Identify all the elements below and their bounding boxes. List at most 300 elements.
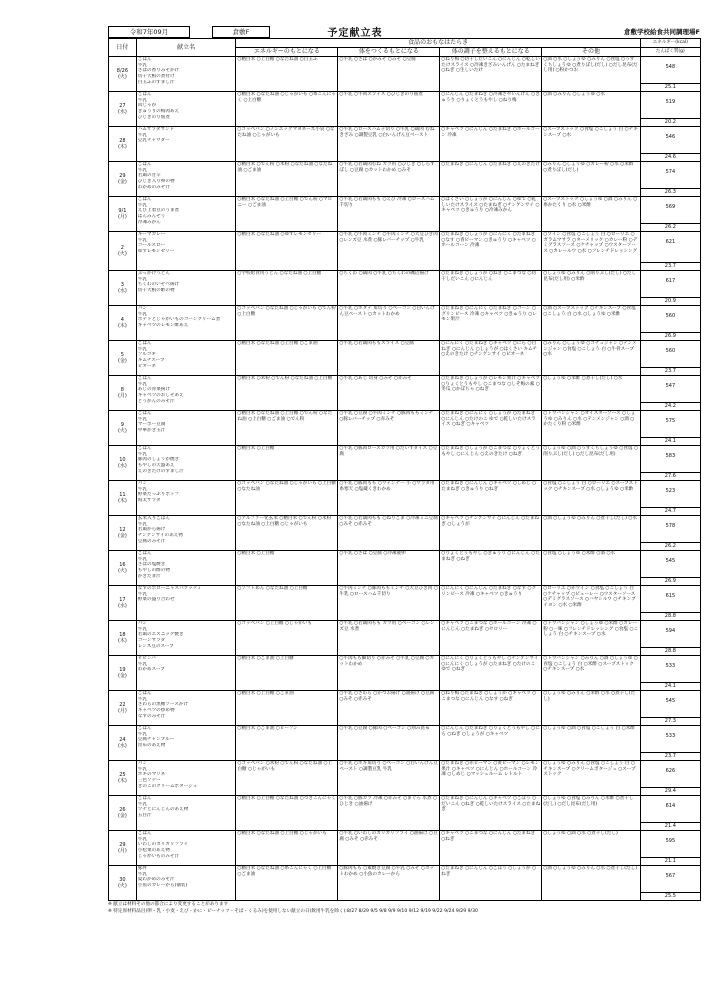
day-date: 26 bbox=[119, 806, 126, 813]
menu-row bbox=[109, 586, 701, 621]
energy-kcal: 569 bbox=[665, 204, 676, 210]
dish-name: 豚肉のしょうが焼き bbox=[137, 457, 180, 463]
day-weekday: (水) bbox=[117, 288, 127, 294]
protein-grams: 24.2 bbox=[641, 402, 700, 410]
energy-foods-cell: ○コッペパン ○上白糖 ○じゃがいも bbox=[236, 621, 338, 656]
protein-grams: 24.7 bbox=[641, 507, 700, 515]
day-date: 22 bbox=[119, 701, 126, 708]
dish-name: マーボー豆腐 bbox=[137, 422, 166, 428]
dish-name: 野菜たっぷりポトフ bbox=[137, 492, 180, 498]
dish-name: とうがんのみそ汁 bbox=[137, 398, 175, 404]
dish-name: あじの青菜揚げ bbox=[137, 387, 170, 393]
dish-name: ごはん bbox=[137, 197, 152, 202]
nutrition-cell bbox=[640, 796, 700, 831]
day-cell bbox=[109, 92, 137, 127]
day-weekday: (月) bbox=[117, 214, 127, 220]
dish-name: キャベツの炒め物 bbox=[137, 708, 175, 714]
nutrition-cell bbox=[640, 376, 700, 411]
dish-name: 野菜の盛り合わせ bbox=[137, 597, 175, 603]
dish-name: キムチスープ bbox=[137, 358, 165, 364]
dish-name: なすのみそ汁 bbox=[137, 713, 166, 719]
day-cell bbox=[109, 796, 137, 831]
menu-row bbox=[109, 57, 701, 92]
other-foods-cell: ○食塩 ○しょうゆ ○米酢 ○酒 ○水 bbox=[542, 551, 640, 586]
energy-foods-cell: ○精白米 ○ごま油 ○上白糖 bbox=[236, 656, 338, 691]
nutrition-box bbox=[641, 446, 700, 480]
protein-grams: 28.8 bbox=[641, 647, 700, 655]
day-weekday: (水) bbox=[117, 743, 127, 749]
day-weekday: (火) bbox=[117, 251, 127, 257]
menu-body bbox=[109, 57, 701, 901]
protein-grams: 27.6 bbox=[641, 472, 700, 480]
nutrition-cell bbox=[640, 481, 700, 516]
nutrition-box bbox=[641, 57, 700, 91]
nutrition-box bbox=[641, 586, 700, 620]
menu-cell bbox=[136, 481, 236, 516]
day-cell bbox=[109, 341, 137, 376]
dish-name: じゃがいものみそ汁 bbox=[137, 853, 180, 859]
condition-foods-cell: ○にんにく ○たまねぎ ○キャベツ ○にら ○白ねぎ ○にんじん ○しょうが ○はくさい キムチ ○えのきたけ ○チンゲンサイ ○ピオーネ bbox=[440, 341, 542, 376]
other-foods-cell: ○みりん ○しょうゆ ○カレー粉 ○水 ○米酢 ○煮りぼし(だし) bbox=[542, 162, 640, 197]
day-weekday: (月) bbox=[117, 393, 127, 399]
body-foods-cell: ○ちくわ ○鶏肉 ○牛乳 ○ちくわの磯辺揚げ bbox=[338, 271, 440, 306]
day-date: 27 bbox=[119, 102, 126, 109]
menu-cell bbox=[136, 271, 236, 306]
dish-name: 牛乳 bbox=[137, 661, 147, 667]
col-group: 食品のおもなはたらき bbox=[236, 39, 640, 48]
body-foods-cell: ○豚肉もも ○素焼き豆腐 ○牛乳 ○みそ ○カットわかめ ○小魚のカレーから bbox=[338, 866, 440, 901]
protein-grams: 26.9 bbox=[641, 577, 700, 585]
day-weekday: (火) bbox=[117, 74, 127, 80]
other-foods-cell: ○しょうゆ ○酒 ○水 ○煮干し(だし) bbox=[542, 831, 640, 866]
dish-name: 牛乳 bbox=[137, 521, 147, 527]
condition-foods-cell: ○ねり梅 ○たまねぎ ○しょうが ○キャベツ ○こまつな ○にんじん ○なす ○ねぎ bbox=[440, 691, 542, 726]
day-weekday: (火) bbox=[117, 428, 127, 434]
dish-name: ホキのマリネ bbox=[137, 772, 166, 778]
nutrition-cell bbox=[640, 341, 700, 376]
dish-name: キャベツのおしそあえ bbox=[137, 393, 184, 399]
dish-name: 牛乳 bbox=[137, 836, 147, 842]
dish-name: いわしのカリカリフライ bbox=[137, 842, 189, 848]
menu-cell bbox=[136, 57, 236, 92]
dish-name: 豆乳チャウダー bbox=[137, 138, 170, 144]
dish-name: もやしの酢の物 bbox=[137, 568, 170, 574]
energy-foods-cell: ○コッペパン ○ノンエッグマヨネーズ小袋 ○なたね油 ○じゃがいも bbox=[236, 127, 338, 162]
protein-grams: 26.9 bbox=[641, 332, 700, 340]
dish-name: 玄米入りごはん bbox=[137, 516, 170, 521]
document-title: 予定献立表 bbox=[327, 28, 383, 39]
dish-name: 牛乳 bbox=[137, 556, 147, 562]
energy-kcal: 533 bbox=[665, 663, 676, 669]
day-date: 9 bbox=[120, 421, 124, 428]
nutrition-box bbox=[641, 306, 700, 340]
condition-foods-cell: ○たまねぎ ○にんじん ○たまねぎ ○えのきたけ bbox=[440, 162, 542, 197]
dish-name: ツナとにんじんのあえ物 bbox=[137, 807, 189, 813]
dish-name: 牛乳 bbox=[137, 591, 147, 597]
day-date: 17 bbox=[119, 596, 126, 603]
energy-foods-cell: ○精白米 ○なたね油 ○上白糖 ○ごま油 bbox=[236, 341, 338, 376]
dish-name: コールスロー bbox=[137, 243, 166, 249]
other-foods-cell: ○酒 ○しょうゆ ○みりん ○水 ○煮干し(だし) bbox=[542, 866, 640, 901]
energy-kcal: 617 bbox=[665, 278, 676, 284]
protein-grams: 26.2 bbox=[641, 223, 700, 231]
protein-grams: 27.3 bbox=[641, 717, 700, 725]
day-cell bbox=[109, 621, 137, 656]
dish-name: キャベツのレモン酢あえ bbox=[137, 323, 189, 329]
menu-row bbox=[109, 726, 701, 761]
style-label: 倉敷F bbox=[232, 28, 250, 36]
dish-name: 冷凍みかん bbox=[137, 219, 161, 225]
day-cell bbox=[109, 376, 137, 411]
day-date: 8 bbox=[120, 386, 124, 393]
day-weekday: (水) bbox=[117, 109, 127, 115]
nutrition-cell bbox=[640, 866, 700, 901]
condition-foods-cell: ○はくさい ○しょうが ○にんじん ○ゆで ○乾しいたけスライス ○たまねぎ ○チンゲンサイ ○キャベツ ○きゅうり ○冷凍みかん bbox=[440, 197, 542, 232]
dish-name: レンズ豆のスープ bbox=[137, 643, 174, 649]
condition-foods-cell: ○にんにく ○りょくとうもやし ○チンゲンサイ ○にんにく ○しょうが ○たまねぎ ○たけのこ ゆで ○ねぎ bbox=[440, 656, 542, 691]
nutrition-cell bbox=[640, 761, 700, 796]
day-weekday: (金) bbox=[117, 673, 127, 679]
dish-name: さばの香りみそかけ bbox=[137, 68, 180, 74]
menu-row bbox=[109, 232, 701, 271]
nutrition-cell bbox=[640, 127, 700, 162]
day-cell bbox=[109, 481, 137, 516]
condition-foods-cell: ○たまねぎ ○にんにく ○たまねぎ ○コーン ○グリンピース 冷凍 ○キャベツ ○きゅうり ○レモン果汁 bbox=[440, 306, 542, 341]
energy-foods-cell: ○精白米 ○なたね油 ○上白糖 ○でん粉 ○なたね油 ○上白糖 ○ごま油 ○でん粉 bbox=[236, 411, 338, 446]
body-foods-cell: ○牛乳 ○ホキ角切り ○ベーコン ○白いんげん豆ペースト ○調製豆乳 牛乳 bbox=[338, 761, 440, 796]
body-foods-cell: ○牛肉もも細切り ○赤みそ ○牛乳 ○豆腐 ○カットわかめ bbox=[338, 656, 440, 691]
body-foods-cell: ○牛乳 ○さわら ○かつお揚げ ○油揚げ ○豆腐 ○みそ ○赤みそ bbox=[338, 691, 440, 726]
protein-grams: 20.9 bbox=[641, 297, 700, 305]
dish-name: 牛乳 bbox=[137, 486, 147, 492]
other-foods-cell: ○しょうゆ ○米酢 ○煮干し(だし) ○水 bbox=[542, 376, 640, 411]
day-cell bbox=[109, 271, 137, 306]
day-date: 30 bbox=[119, 876, 126, 883]
condition-foods-cell: ○キャベツ ○こまつな ○にんじん ○たまねぎ ○ねぎ bbox=[440, 831, 542, 866]
dish-name: ごはん bbox=[137, 376, 152, 381]
day-cell bbox=[109, 726, 137, 761]
condition-foods-cell: ○キャベツ ○こまつな ○ホールコーン 冷凍 ○にんじん ○たまねぎ ○セロリー bbox=[440, 621, 542, 656]
body-foods-cell: ○牛乳 ○いわしのカリカリフライ ○油揚げ ○豆腐 ○みそ ○赤みそ bbox=[338, 831, 440, 866]
dish-name: 肉じゃが bbox=[137, 103, 157, 109]
body-foods-cell: ○牛乳 ○豚カツ 冷凍 ○赤みそ ○まぐろ 水煮 ○ひじき ○油揚げ bbox=[338, 796, 440, 831]
dish-name: ごはん bbox=[137, 726, 152, 731]
body-foods-cell: ○牛乳 ○牛肉ミンチ ○牛肉ミンチ ○大豆ひき肉 ○レンズ豆 水煮 ○豚レバーチップ ○牛乳 bbox=[338, 232, 440, 271]
nutrition-cell bbox=[640, 831, 700, 866]
condition-foods-cell: ○たまねぎ ○にんにく ○しょうが ○たまねぎ ○にんじん ○たけのこ ゆで ○乾しいたけスライス ○ねぎ ○キャベツ bbox=[440, 411, 542, 446]
dish-name: 夏わかめのみそ汁 bbox=[137, 877, 175, 883]
footnote-change-notice: ※ 献立は材料その他の都合により変更することがあります bbox=[108, 902, 229, 907]
dish-name: 牛乳 bbox=[137, 276, 147, 282]
day-cell bbox=[109, 127, 137, 162]
energy-kcal: 594 bbox=[665, 628, 676, 634]
dish-name: フルコギ bbox=[137, 352, 156, 358]
nutrition-box bbox=[641, 481, 700, 515]
body-foods-cell: ○牛乳 ○牛肉スライス ○ひじきのり佃煮 bbox=[338, 92, 440, 127]
col-condition: 体の調子を整えるもとになる bbox=[440, 48, 542, 57]
body-foods-cell: ○牛乳 ○豚肉もも ○ウインナー 小 ○サラダ用糸寒天 ○塩蔵くきわかめ bbox=[338, 481, 440, 516]
menu-row bbox=[109, 831, 701, 866]
day-date: 12 bbox=[119, 526, 126, 533]
dish-name: ごはん bbox=[137, 551, 152, 556]
energy-foods-cell: ○精白米 ○なたね油 ○糸こんにゃく ○上白糖 ○ごま油 bbox=[236, 866, 338, 901]
other-foods-cell: ○ワイン ○食塩 ○こしょう 白 ○ローリエ ○ガラムマサラ ○ターメリック ○カレー粉 ○デミグラスソース ○ケチャップ ○ウスターソース ○カレールウ ○水 ○フレンチドレッシング bbox=[542, 232, 640, 271]
dish-name: 牛乳 bbox=[137, 237, 147, 243]
col-nutrition-energy: エネルギー(kcal) bbox=[640, 39, 700, 48]
menu-cell bbox=[136, 376, 236, 411]
day-cell bbox=[109, 656, 137, 691]
dish-name: ビビンバ bbox=[137, 656, 156, 661]
condition-foods-cell: ○たまねぎ ○しょうが ○にんにく ○たまねぎ ○なす ○青ピーマン ○きゅうり ○キャベツ ○ホールコーン 冷凍 bbox=[440, 232, 542, 271]
dish-name: ポテトとじゃがいものコーンクリーム煮 bbox=[137, 317, 221, 323]
nutrition-box bbox=[641, 726, 700, 760]
day-date: 18 bbox=[119, 631, 126, 638]
protein-grams: 23.7 bbox=[641, 752, 700, 760]
condition-foods-cell: ○たまねぎ ○にんじん ○キャベツ ○ごぼう ○だいこん ○ねぎ ○乾しいたけスライス ○たまねぎ bbox=[440, 796, 542, 831]
condition-foods-cell: ○たまねぎ ○にんじん ○キャベツ ○しめじ ○たまねぎ ○きゅうり ○ねぎ bbox=[440, 481, 542, 516]
other-foods-cell: ○しょうゆ ○酒 ○食塩 ○こしょう 白 ○米酢 bbox=[542, 726, 640, 761]
energy-foods-cell: ○コッペパン ○なたね油 ○じゃがいも ○でん粉 ○上白糖 bbox=[236, 306, 338, 341]
nutrition-box bbox=[641, 691, 700, 725]
dish-name: ピオーネ bbox=[137, 363, 156, 369]
energy-foods-cell: ○精白米 ○上白糖 bbox=[236, 551, 338, 586]
footnote-allergen-notice: ※ 特定原材料品目(卵・乳・小麦・えび・かに・ピーナッツ・そば・くるみ)を使用しない献立の日(飲用牛乳を除く):8/27 8/29 9/5 9/8 9/9 9/10 9/12 9/19 9/22 9/24 9/29 9/30 bbox=[108, 909, 478, 914]
dish-name: ごはん bbox=[137, 57, 152, 62]
nutrition-cell bbox=[640, 516, 700, 551]
menu-cell bbox=[136, 92, 236, 127]
dish-name: もやしの天盛あえ bbox=[137, 463, 175, 469]
dish-name: 牛乳 bbox=[137, 731, 147, 737]
energy-foods-cell: ○精白米 ○なたね油 ○上白糖 ○でん粉 ○マロニー ○ごま油 bbox=[236, 197, 338, 232]
nutrition-box bbox=[641, 92, 700, 126]
nutrition-cell bbox=[640, 551, 700, 586]
menu-cell bbox=[136, 516, 236, 551]
condition-foods-cell: ○にんにく ○にんじん ○たまねぎ ○なす ○グリンピース 冷凍 ○キャベツ ○きゅうり bbox=[440, 586, 542, 621]
nutrition-box bbox=[641, 162, 700, 196]
day-weekday: (月) bbox=[117, 708, 127, 714]
dish-name: 豚丼 bbox=[137, 866, 147, 871]
dish-name: さわらの黒糖ソースかけ bbox=[137, 702, 189, 708]
condition-foods-cell: ○りょくとうもやし ○きゅうり ○にんじん ○たまねぎ ○ねぎ bbox=[440, 551, 542, 586]
nutrition-cell bbox=[640, 197, 700, 232]
dish-name: パン bbox=[137, 761, 147, 766]
condition-foods-cell: ○たまねぎ ○にんじん ○ごぼう ○しょうが ○ねぎ bbox=[440, 866, 542, 901]
day-weekday: (金) bbox=[117, 179, 127, 185]
dish-name: 牛乳 bbox=[137, 416, 147, 422]
condition-foods-cell: ○たまねぎ ○しょうが ○ねぎ ○こまつな ○切干しだいこん ○にんじん bbox=[440, 271, 542, 306]
day-weekday: (木) bbox=[117, 498, 127, 504]
day-cell bbox=[109, 586, 137, 621]
protein-grams: 24.1 bbox=[641, 437, 700, 445]
condition-foods-cell: ○たまねぎ ○赤ピーマン ○黄ピーマン ○レモン 果汁 ○キャベツ ○にんじん ○ホールコーン 冷凍 ○しめじ ○マッシュルーム レトルト bbox=[440, 761, 542, 796]
dish-name: 牛乳 bbox=[137, 871, 147, 877]
condition-foods-cell: ○ねり梅 ○切干しだいこん ○にんじん ○乾しいたけスライス ○冷凍きざみいんげん ○たまねぎ ○ねぎ ○生しいたけ bbox=[440, 57, 542, 92]
dish-name: 牛乳 bbox=[137, 311, 147, 317]
menu-row bbox=[109, 341, 701, 376]
energy-kcal: 533 bbox=[665, 733, 676, 739]
style-box bbox=[212, 26, 270, 38]
nutrition-cell bbox=[640, 57, 700, 92]
day-cell bbox=[109, 232, 137, 271]
nutrition-box bbox=[641, 341, 700, 375]
col-nutrition-protein: たんぱく質(g) bbox=[640, 48, 700, 57]
other-foods-cell: ○しょうゆ ○みりん ○米酢 ○水 ○煮干し(だし) bbox=[542, 691, 640, 726]
dish-name: 白玉ふのすまし汁 bbox=[137, 79, 175, 85]
other-foods-cell: ○ローリエ ○赤ワイン ○食塩 ○こしょう 白 ○ケチャップ ○ピューレー ○ウスターソース ○デミグラスソース ○ハヤシルウ ○チキンブイヨン ○水 ○米酢 bbox=[542, 586, 640, 621]
day-cell bbox=[109, 197, 137, 232]
other-foods-cell: ○みりん ○しょうゆ ○コチュジャン ○テンメンジャン ○食塩 ○こしょう 白 ○牛骨スープ ○水 bbox=[542, 341, 640, 376]
menu-cell bbox=[136, 411, 236, 446]
menu-row bbox=[109, 162, 701, 197]
day-date: 29 bbox=[119, 172, 126, 179]
energy-kcal: 546 bbox=[665, 134, 676, 140]
body-foods-cell: ○牛乳 ○さば ○豆腐 ○冷凍液卵 bbox=[338, 551, 440, 586]
dish-name: 豆腐チャンプルー bbox=[137, 737, 175, 743]
organization-name: 倉敷学校給食共同調理場F bbox=[624, 28, 700, 36]
energy-kcal: 548 bbox=[665, 64, 676, 70]
period-label: 令和7年09月 bbox=[129, 28, 169, 36]
dish-name: 牛乳 bbox=[137, 626, 147, 632]
other-foods-cell: ○酒 ○水 ○しょうゆ ○みりん ○食塩 ○うすくちしょうゆ ○煮りぼし(だし) ○だし昆布(だし用) ○粉かつお bbox=[542, 57, 640, 92]
energy-kcal: 545 bbox=[665, 558, 676, 564]
menu-row bbox=[109, 271, 701, 306]
body-foods-cell: ○牛乳 ○若鶏肉むね カツ用 ○ひじき ○しらすぼし ○豆腐 ○カットわかめ ○みそ bbox=[338, 162, 440, 197]
day-date: 11 bbox=[119, 491, 126, 498]
dish-name: 海太サラダ bbox=[137, 498, 161, 504]
dish-name: ごはん bbox=[137, 831, 152, 836]
dish-name: きゅうりの梅肉あえ bbox=[137, 109, 180, 115]
dish-name: 牛乳 bbox=[137, 696, 147, 702]
dish-name: ごはん bbox=[137, 446, 152, 451]
protein-grams: 23.7 bbox=[641, 367, 700, 375]
day-date: 29 bbox=[119, 841, 126, 848]
menu-cell bbox=[136, 866, 236, 901]
day-cell bbox=[109, 446, 137, 481]
dish-name: 五目汁 bbox=[137, 813, 152, 819]
nutrition-box bbox=[641, 411, 700, 445]
condition-foods-cell: ○たまねぎ ○しょうが ○レモン果汁 ○キャベツ ○りょくとうもやし ○こまつな ○しそ梅の素 ○冬瓜 ○かぼちゃ ○ねぎ bbox=[440, 376, 542, 411]
dish-name: 牛乳 bbox=[137, 132, 147, 138]
nutrition-box bbox=[641, 551, 700, 585]
dish-name: 小松菜のあえ物 bbox=[137, 848, 170, 854]
energy-foods-cell: ○精白米 ○なたね油 ○ゆずレモンゼリー bbox=[236, 232, 338, 271]
dish-name: パン bbox=[137, 481, 147, 486]
day-date: 24 bbox=[119, 736, 126, 743]
menu-row bbox=[109, 411, 701, 446]
body-foods-cell: ○牛乳 ○若鶏肉ももスライス ○豆腐 bbox=[338, 341, 440, 376]
other-foods-cell: ○酒 ○スープストック ○チキンスープ ○食塩 ○こしょう 白 ○水 ○しょうゆ ○米酢 bbox=[542, 306, 640, 341]
dish-name: 切干大根の酢の物 bbox=[137, 288, 175, 294]
dish-name: パン bbox=[137, 621, 147, 626]
body-foods-cell: ○牛乳 ○あじ 切身 ○みそ ○赤みそ bbox=[338, 376, 440, 411]
energy-kcal: 621 bbox=[665, 239, 676, 245]
col-menu: 献立名 bbox=[136, 39, 236, 57]
menu-cell bbox=[136, 306, 236, 341]
protein-grams: 25.5 bbox=[641, 892, 700, 900]
menu-cell bbox=[136, 656, 236, 691]
dish-name: ごはん bbox=[137, 411, 152, 416]
dish-name: かきたま汁 bbox=[137, 573, 161, 579]
menu-row bbox=[109, 516, 701, 551]
energy-foods-cell: ○精白米 ○なたね油 ○じゃがいも ○糸こんにゃく ○上白糖 bbox=[236, 92, 338, 127]
body-foods-cell: ○牛乳 ○ロースハム千切り ○牛乳 ○鶏肉 むね きざみ ○調製豆乳 ○白いんげん豆ペースト bbox=[338, 127, 440, 162]
energy-kcal: 523 bbox=[665, 488, 676, 494]
menu-row bbox=[109, 446, 701, 481]
nutrition-box bbox=[641, 621, 700, 655]
menu-cell bbox=[136, 726, 236, 761]
menu-row bbox=[109, 796, 701, 831]
dish-name: 牛乳 bbox=[137, 766, 147, 772]
menu-cell bbox=[136, 232, 236, 271]
body-foods-cell: ○牛乳 ○豆腐 ○牛肉ミンチ ○豚肉ももミンチ ○豚レバーチップ ○赤みそ bbox=[338, 411, 440, 446]
other-foods-cell: ○スープストック ○食塩 ○こしょう 白 ○チキンスープ ○水 bbox=[542, 127, 640, 162]
body-foods-cell: ○牛乳 ○若鶏肉もも ○えび 冷凍 ○ロースハム千切り bbox=[338, 197, 440, 232]
nutrition-cell bbox=[640, 162, 700, 197]
energy-foods-cell: ○ソフトめん ○なたね油 ○上白糖 bbox=[236, 586, 338, 621]
dish-name: えのきたけのすまし汁 bbox=[137, 468, 184, 474]
day-date: 19 bbox=[119, 666, 126, 673]
other-foods-cell: ○トウバンジャン ○みりん ○酒 ○しょうゆ ○食塩 ○こしょう 白 ○米酢 ○スープストック ○チキンスープ ○水 bbox=[542, 656, 640, 691]
menu-table bbox=[108, 38, 701, 901]
nutrition-box bbox=[641, 376, 700, 410]
dish-name: わかめスープ bbox=[137, 667, 165, 673]
dish-name: ゆずレモンゼリー bbox=[137, 249, 175, 255]
menu-cell bbox=[136, 586, 236, 621]
dish-name: パン bbox=[137, 306, 147, 311]
energy-kcal: 626 bbox=[665, 768, 676, 774]
col-day: 日付 bbox=[109, 39, 137, 57]
dish-name: 若鶏の甘辛 bbox=[137, 173, 161, 179]
day-date: 3 bbox=[120, 281, 124, 288]
protein-grams: 23.7 bbox=[641, 262, 700, 270]
body-foods-cell: ○牛乳 ○若鶏肉もも ○ねりごま ○冷凍ミニ豆腐 ○みそ ○赤みそ bbox=[338, 516, 440, 551]
nutrition-box bbox=[641, 127, 700, 161]
energy-kcal: 519 bbox=[665, 99, 676, 105]
nutrition-box bbox=[641, 831, 700, 865]
nutrition-cell bbox=[640, 726, 700, 761]
dish-name: ハムサラダサンド bbox=[137, 127, 175, 132]
energy-kcal: 560 bbox=[665, 348, 676, 354]
dish-name: えび上着豆のうま煮 bbox=[137, 208, 180, 214]
nutrition-box bbox=[641, 866, 700, 900]
energy-foods-cell: ○精白米 ○でん粉 ○米粉 ○なたね油 ○なたね油 ○ごま油 bbox=[236, 162, 338, 197]
nutrition-cell bbox=[640, 92, 700, 127]
protein-grams: 28.8 bbox=[641, 612, 700, 620]
day-weekday: (木) bbox=[117, 144, 127, 150]
energy-kcal: 615 bbox=[665, 593, 676, 599]
day-cell bbox=[109, 761, 137, 796]
day-cell bbox=[109, 57, 137, 92]
dish-name: 豆腐のみそ汁 bbox=[137, 538, 166, 544]
day-date: 28 bbox=[119, 137, 126, 144]
energy-kcal: 595 bbox=[665, 838, 676, 844]
menu-cell bbox=[136, 162, 236, 197]
dish-name: ごはん bbox=[137, 691, 152, 696]
menu-cell bbox=[136, 127, 236, 162]
nutrition-box bbox=[641, 516, 700, 550]
energy-foods-cell: ○精白米 ○米粉 ○でん粉 ○なたね油 ○上白糖 bbox=[236, 376, 338, 411]
body-foods-cell: ○牛乳 ○豚肉ロースカツ用 ○だいずダイス ○豆腐 bbox=[338, 446, 440, 481]
other-foods-cell: ○しょうゆ ○酒 ○うすくちしょうゆ ○食塩 ○削りぶし(だし) ○だし昆布(だし用) bbox=[542, 446, 640, 481]
menu-cell bbox=[136, 831, 236, 866]
day-date: 8/26 bbox=[116, 67, 129, 74]
dish-name: ごはん bbox=[137, 162, 152, 167]
nutrition-box bbox=[641, 271, 700, 305]
menu-row bbox=[109, 656, 701, 691]
col-energy: エネルギーのもとになる bbox=[236, 48, 338, 57]
other-foods-cell: ○酒 ○みりん ○しょうゆ ○水 bbox=[542, 92, 640, 127]
energy-foods-cell: ○精白米 ○上白糖 ○なたね油 ○白玉ふ bbox=[236, 57, 338, 92]
